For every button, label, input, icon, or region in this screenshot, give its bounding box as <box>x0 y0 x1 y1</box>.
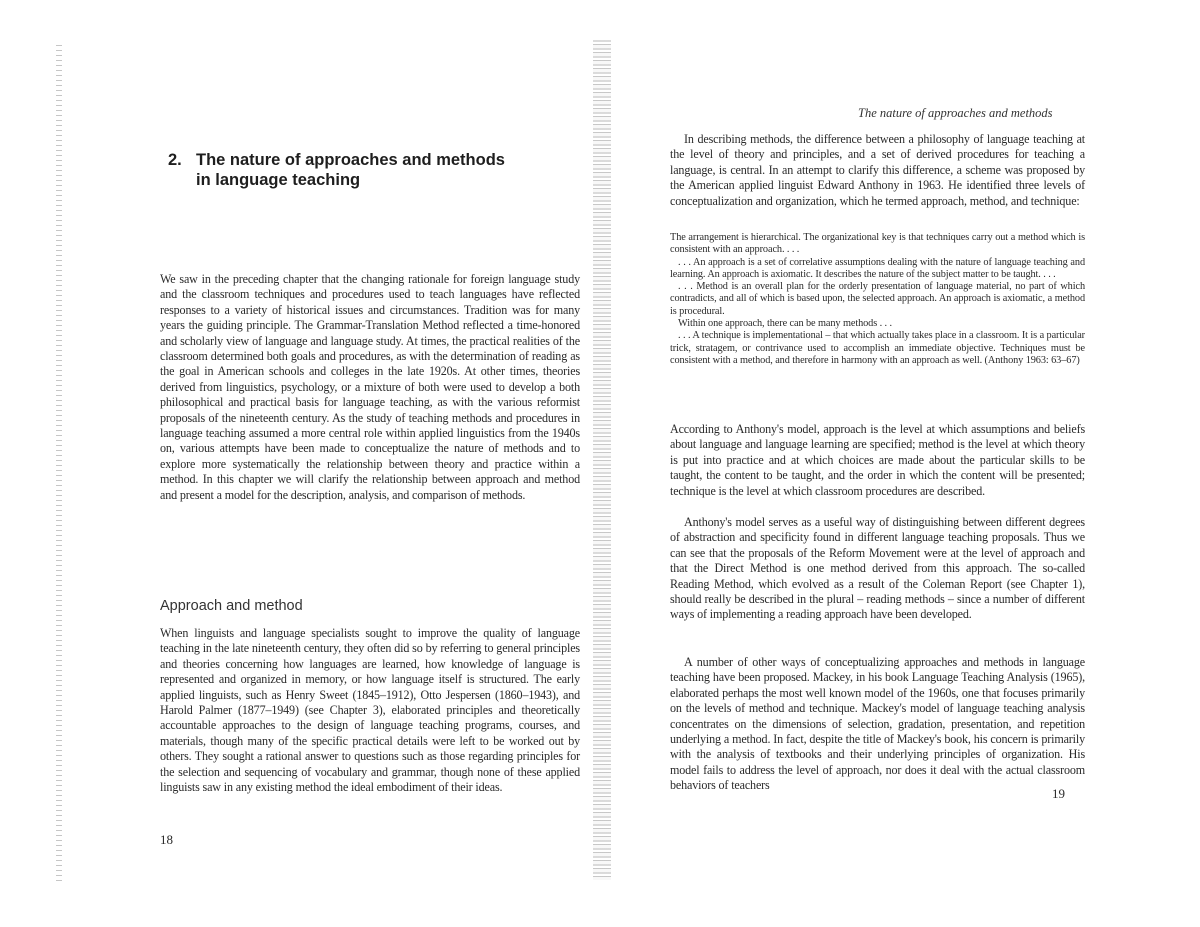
running-head: The nature of approaches and methods <box>858 106 1053 120</box>
quote-part-2: . . . An approach is a set of correlative assumptions dealing with the nature of language teaching and learning. An approach is axiomatic. It describes the nature of the subject matter to be taught. . . . <box>670 256 1085 280</box>
paragraph-2: According to Anthony's model, approach is the level at which assumptions and beliefs about language and language learning are specified; method is the level at which theory is put into practice and at which choices are made about the particular skills to be taught, the content to be taught, and the order in which the content will be presented; technique is the level at which classroom procedures are described. <box>670 422 1085 498</box>
anthony-quote <box>670 232 1085 367</box>
paragraph-4: A number of other ways of conceptualizing approaches and methods in language teaching have been proposed. Mackey, in his book Language Teaching Analysis (1965), elaborated perhaps the most well known model of the 1960s, one that focuses primarily on the levels of method and technique. Mackey's model of language teaching analysis concentrates on the dimensions of selection, gradation, presentation, and repetition underlying a method. In fact, despite the title of Mackey's book, his concern is primarily with the analysis of textbooks and their underlying principles of organization. His model fails to address the level of approach, nor does it deal with the actual classroom behaviors of teachers <box>670 655 1085 793</box>
quote-part-5: . . . A technique is implementational – that which actually takes place in a classroom. It is a particular trick, stratagem, or contrivance used to accomplish an immediate objective. Techniques must be consistent with a method, and therefore in harmony with an approach as well. (Anthony 1963: 63–67) <box>670 330 1085 366</box>
section-paragraph: When linguists and language specialists sought to improve the quality of language teaching in the late nineteenth century, they often did so by referring to general principles and theories concerning how languages are learned, how knowledge of language is represented and organized in memory, or how language itself is structured. The early applied linguists, such as Henry Sweet (1845–1912), Otto Jespersen (1860–1943), and Harold Palmer (1877–1949) (see Chapter 3), elaborated principles and theoretically accountable approaches to the design of language teaching programs, courses, and materials, though many of the specific practical details were left to be worked out by others. They sought a rational answer to questions such as those regarding principles for the selection and sequencing of vocabulary and grammar, though none of these applied linguists saw in any existing method the ideal embodiment of their ideas. <box>160 626 580 795</box>
page-number-left: 18 <box>160 832 173 847</box>
quote-part-1: The arrangement is hierarchical. The organizational key is that techniques carry out a method which is consistent with an approach. . . . <box>670 232 1085 256</box>
scan-edge-mark <box>56 45 62 885</box>
chapter-title-line-1: The nature of approaches and methods <box>196 151 505 169</box>
intro-paragraph: We saw in the preceding chapter that the changing rationale for foreign language study and the classroom techniques and procedures used to teach languages have reflected responses to a variety of historical issues and circumstances. Tradition was for many years the guiding principle. The Grammar-Translation Method reflected a time-honored and scholarly view of language and language study. At times, the practical realities of the classroom determined both goals and procedures, as with the determination of reading as the goal in American schools and colleges in the late 1920s. At other times, theories derived from linguistics, psychology, or a mixture of both were used to develop a both philosophical and practical basis for language teaching, as with the various reformist proposals of the nineteenth century. As the study of teaching methods and procedures in language teaching assumed a more central role within applied linguistics from the 1940s on, various attempts have been made to conceptualize the nature of methods and to explore more systematically the relationship between theory and practice within a method. In this chapter we will clarify the relationship between approach and method and present a model for the description, analysis, and comparison of methods. <box>160 272 580 502</box>
chapter-number: 2. <box>168 151 182 169</box>
quote-part-3: . . . Method is an overall plan for the orderly presentation of language material, no part of which contradicts, and all of which is based upon, the selected approach. An approach is axiomatic, a method is procedural. <box>670 281 1085 317</box>
paragraph-3: Anthony's model serves as a useful way of distinguishing between different degrees of abstraction and specificity found in different language teaching proposals. Thus we can see that the proposals of the Reform Movement were at the level of approach and that the Direct Method is one method derived from this approach. The so-called Reading Method, which evolved as a result of the Coleman Report (see Chapter 1), should really be described in the plural – reading methods – since a number of different ways of implementing a reading approach have been developed. <box>670 515 1085 622</box>
quote-part-4: Within one approach, there can be many methods . . . <box>678 318 892 330</box>
page-number-right: 19 <box>1052 786 1065 801</box>
chapter-title <box>168 150 588 190</box>
right-page <box>600 0 1200 927</box>
paragraph-1: In describing methods, the difference between a philosophy of language teaching at the level of theory and principles, and a set of derived procedures for teaching a language, is central. In an attempt to clarify this difference, a scheme was proposed by the American applied linguist Edward Anthony in 1963. He identified three levels of conceptualization and organization, which he termed approach, method, and technique: <box>670 132 1085 208</box>
chapter-title-line-2: in language teaching <box>196 171 361 189</box>
section-heading: Approach and method <box>160 598 303 614</box>
